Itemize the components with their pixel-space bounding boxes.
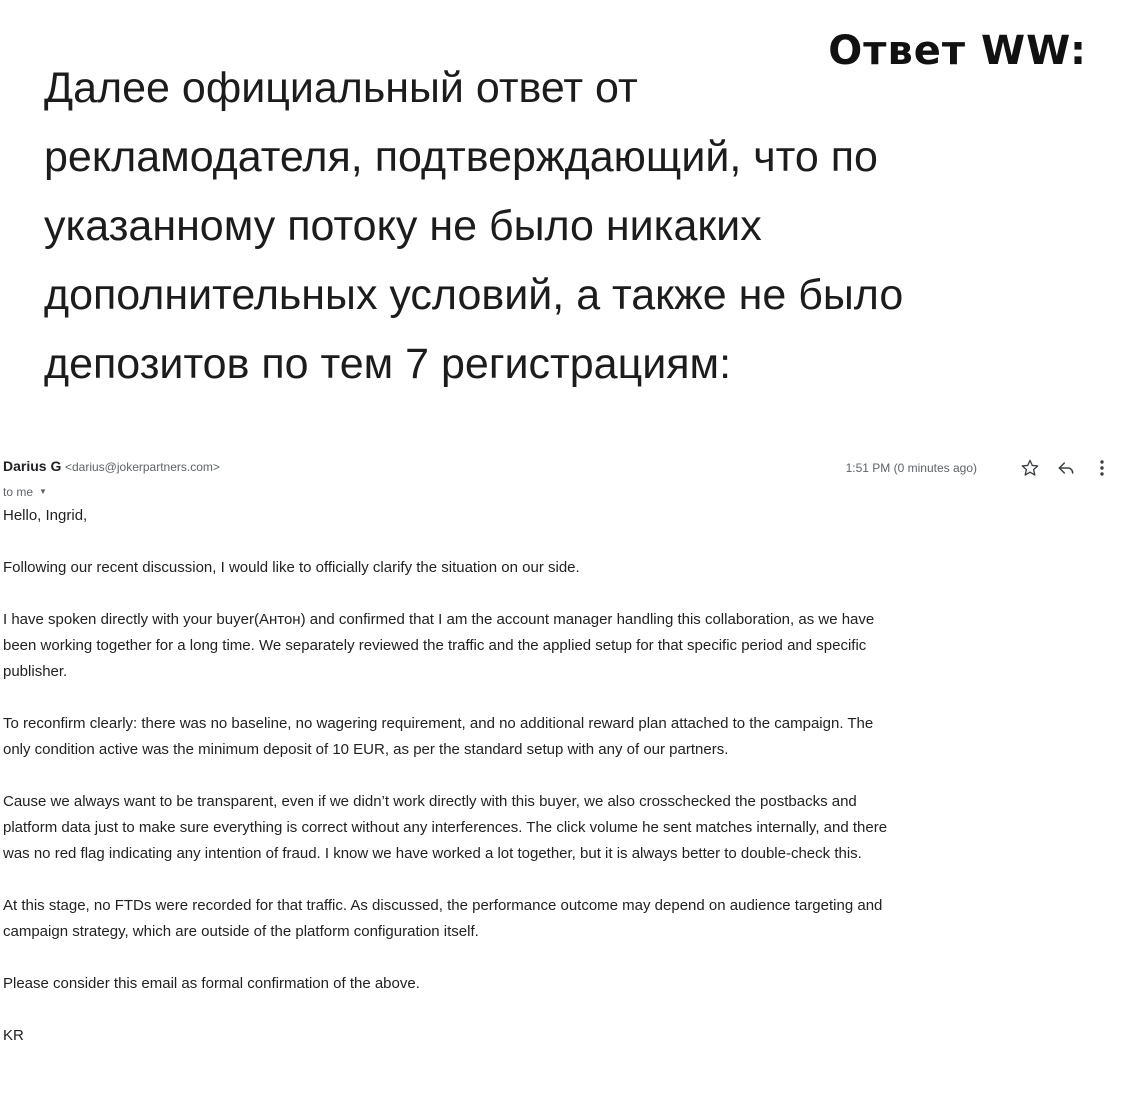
caret-down-icon: ▼ xyxy=(39,487,47,496)
email-paragraph-line: only condition active was the minimum deposit of 10 EUR, as per the standard setup with any of our partners. xyxy=(3,741,729,758)
email-paragraph-line: To reconfirm clearly: there was no baseline, no wagering requirement, and no additional reward plan attached to the campaign. The xyxy=(3,715,874,732)
star-icon[interactable] xyxy=(1019,457,1041,479)
email-paragraph-line: campaign strategy, which are outside of the platform configuration itself. xyxy=(3,923,479,940)
intro-line: указанному потоку не было никаких xyxy=(44,202,762,250)
intro-line: рекламодателя, подтверждающий, что по xyxy=(44,133,878,181)
email-paragraph-line: been working together for a long time. We separately reviewed the traffic and the applied setup for that specific period and specific xyxy=(3,637,867,654)
email-greeting: Hello, Ingrid, xyxy=(3,507,88,524)
email-paragraph-line: At this stage, no FTDs were recorded for that traffic. As discussed, the performance outcome may depend on audience targeting and xyxy=(3,897,883,914)
email-signoff: KR xyxy=(3,1027,24,1044)
email-paragraph-line: Cause we always want to be transparent, even if we didn’t work directly with this buyer, we also crosschecked the postbacks and xyxy=(3,793,857,810)
sender-name[interactable]: Darius G xyxy=(3,458,62,474)
email-paragraph-line: publisher. xyxy=(3,663,68,680)
email-paragraph-line: was no red flag indicating any intention of fraud. I know we have worked a lot together, but it is always better to double-check this. xyxy=(3,845,862,862)
sender-line xyxy=(3,458,220,474)
email-paragraph-line: Please consider this email as formal confirmation of the above. xyxy=(3,975,420,992)
intro-line: депозитов по тем 7 регистрациям: xyxy=(44,340,732,388)
email-message xyxy=(3,455,1113,1049)
recipient-dropdown[interactable] xyxy=(3,485,47,499)
intro-text xyxy=(44,54,1084,399)
email-paragraph-line: Following our recent discussion, I would like to officially clarify the situation on our side. xyxy=(3,559,580,576)
email-header xyxy=(3,455,1113,503)
more-vert-icon[interactable] xyxy=(1091,457,1113,479)
sender-email: <darius@jokerpartners.com> xyxy=(64,460,220,474)
message-actions xyxy=(846,455,1113,481)
message-timestamp: 1:51 PM (0 minutes ago) xyxy=(845,461,977,475)
intro-line: Далее официальный ответ от xyxy=(44,64,638,112)
recipient-label: to me xyxy=(3,485,34,499)
email-paragraph-line: I have spoken directly with your buyer(Антон) and confirmed that I am the account manager handling this collaboration, as we have xyxy=(3,611,875,628)
reply-icon[interactable] xyxy=(1055,457,1077,479)
answer-badge: Ответ WW: xyxy=(828,28,1087,74)
email-body xyxy=(3,503,1113,1049)
intro-line: дополнительных условий, а также не было xyxy=(44,271,904,319)
email-paragraph-line: platform data just to make sure everything is correct without any interferences. The click volume he sent matches internally, and there xyxy=(3,819,888,836)
